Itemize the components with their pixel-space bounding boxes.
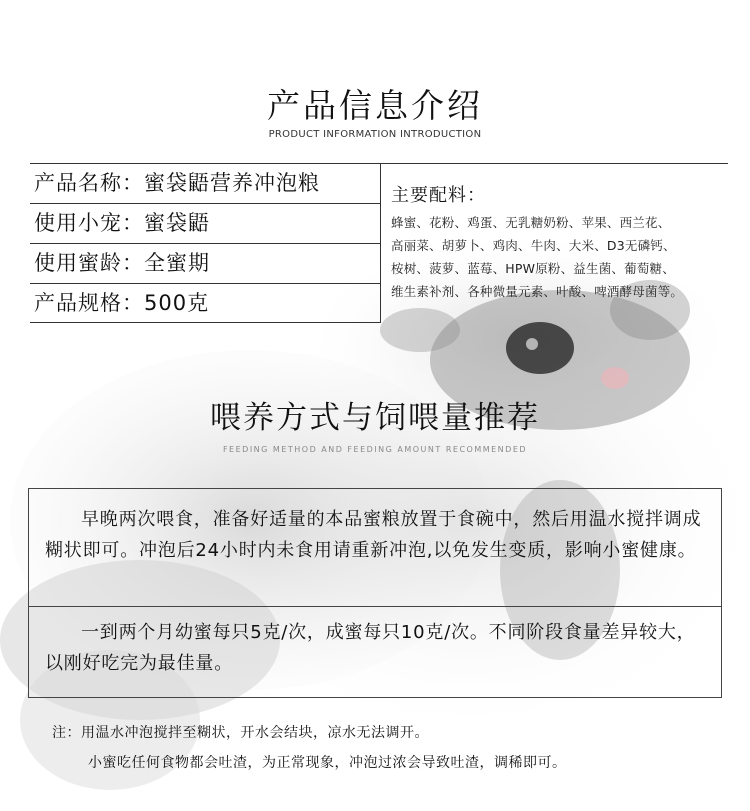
ingredients-title: 主要配料：: [391, 185, 486, 206]
spec-value: 蜜袋鼯: [144, 211, 210, 235]
notes-section: [52, 718, 712, 778]
page-subtitle: PRODUCT INFORMATION INTRODUCTION: [268, 129, 482, 140]
spec-value: 全蜜期: [144, 251, 210, 275]
ingredients-line: 维生素补剂、各种微量元素、叶酸、啤酒酵母菌等。: [391, 284, 684, 299]
feeding-section-subtitle: FEEDING METHOD AND FEEDING AMOUNT RECOMMENDED: [222, 445, 528, 454]
feeding-amount-paragraph: 一到两个月幼蜜每只5克/次，成蜜每只10克/次。不同阶段食量差异较大，以刚好吃完为最佳量。: [45, 622, 696, 674]
feeding-method-paragraph: 早晚两次喂食，准备好适量的本品蜜粮放置于食碗中，然后用温水搅拌调成糊状即可。冲泡后24小时内未食用请重新冲泡,以免发生变质，影响小蜜健康。: [45, 509, 702, 561]
spec-row-age: [34, 244, 210, 282]
note-line: 小蜜吃任何食物都会吐渣，为正常现象，冲泡过浓会导致吐渣，调稀即可。: [88, 755, 567, 771]
spec-row-product-name: [34, 164, 320, 202]
spec-value: 蜜袋鼯营养冲泡粮: [144, 171, 320, 195]
ingredients-line: 蜂蜜、花粉、鸡蛋、无乳糖奶粉、苹果、西兰花、: [391, 215, 671, 230]
spec-row-pet: [34, 204, 210, 242]
page-title: 产品信息介绍: [267, 86, 483, 125]
table-divider: [30, 322, 380, 323]
feeding-instructions-box: [28, 488, 722, 698]
spec-label: 使用蜜龄：: [34, 251, 144, 275]
ingredients-list: [391, 211, 731, 303]
note-line: 注：用温水冲泡搅拌至糊状，开水会结块，凉水无法调开。: [52, 725, 429, 741]
ingredients-line: 高丽菜、胡萝卜、鸡肉、牛肉、大米、D3无磷钙、: [391, 238, 676, 253]
product-spec-table: [30, 163, 728, 323]
spec-label: 产品名称：: [34, 171, 144, 195]
feeding-section-title: 喂养方式与饲喂量推荐: [210, 400, 540, 436]
spec-label: 使用小宠：: [34, 211, 144, 235]
feeding-box-divider: [29, 606, 721, 607]
table-divider: [380, 163, 381, 323]
ingredients-line: 桉树、菠萝、蓝莓、HPW原粉、益生菌、葡萄糖、: [391, 261, 675, 276]
spec-value: 500克: [144, 291, 210, 315]
spec-label: 产品规格：: [34, 291, 144, 315]
spec-row-size: [34, 284, 209, 322]
